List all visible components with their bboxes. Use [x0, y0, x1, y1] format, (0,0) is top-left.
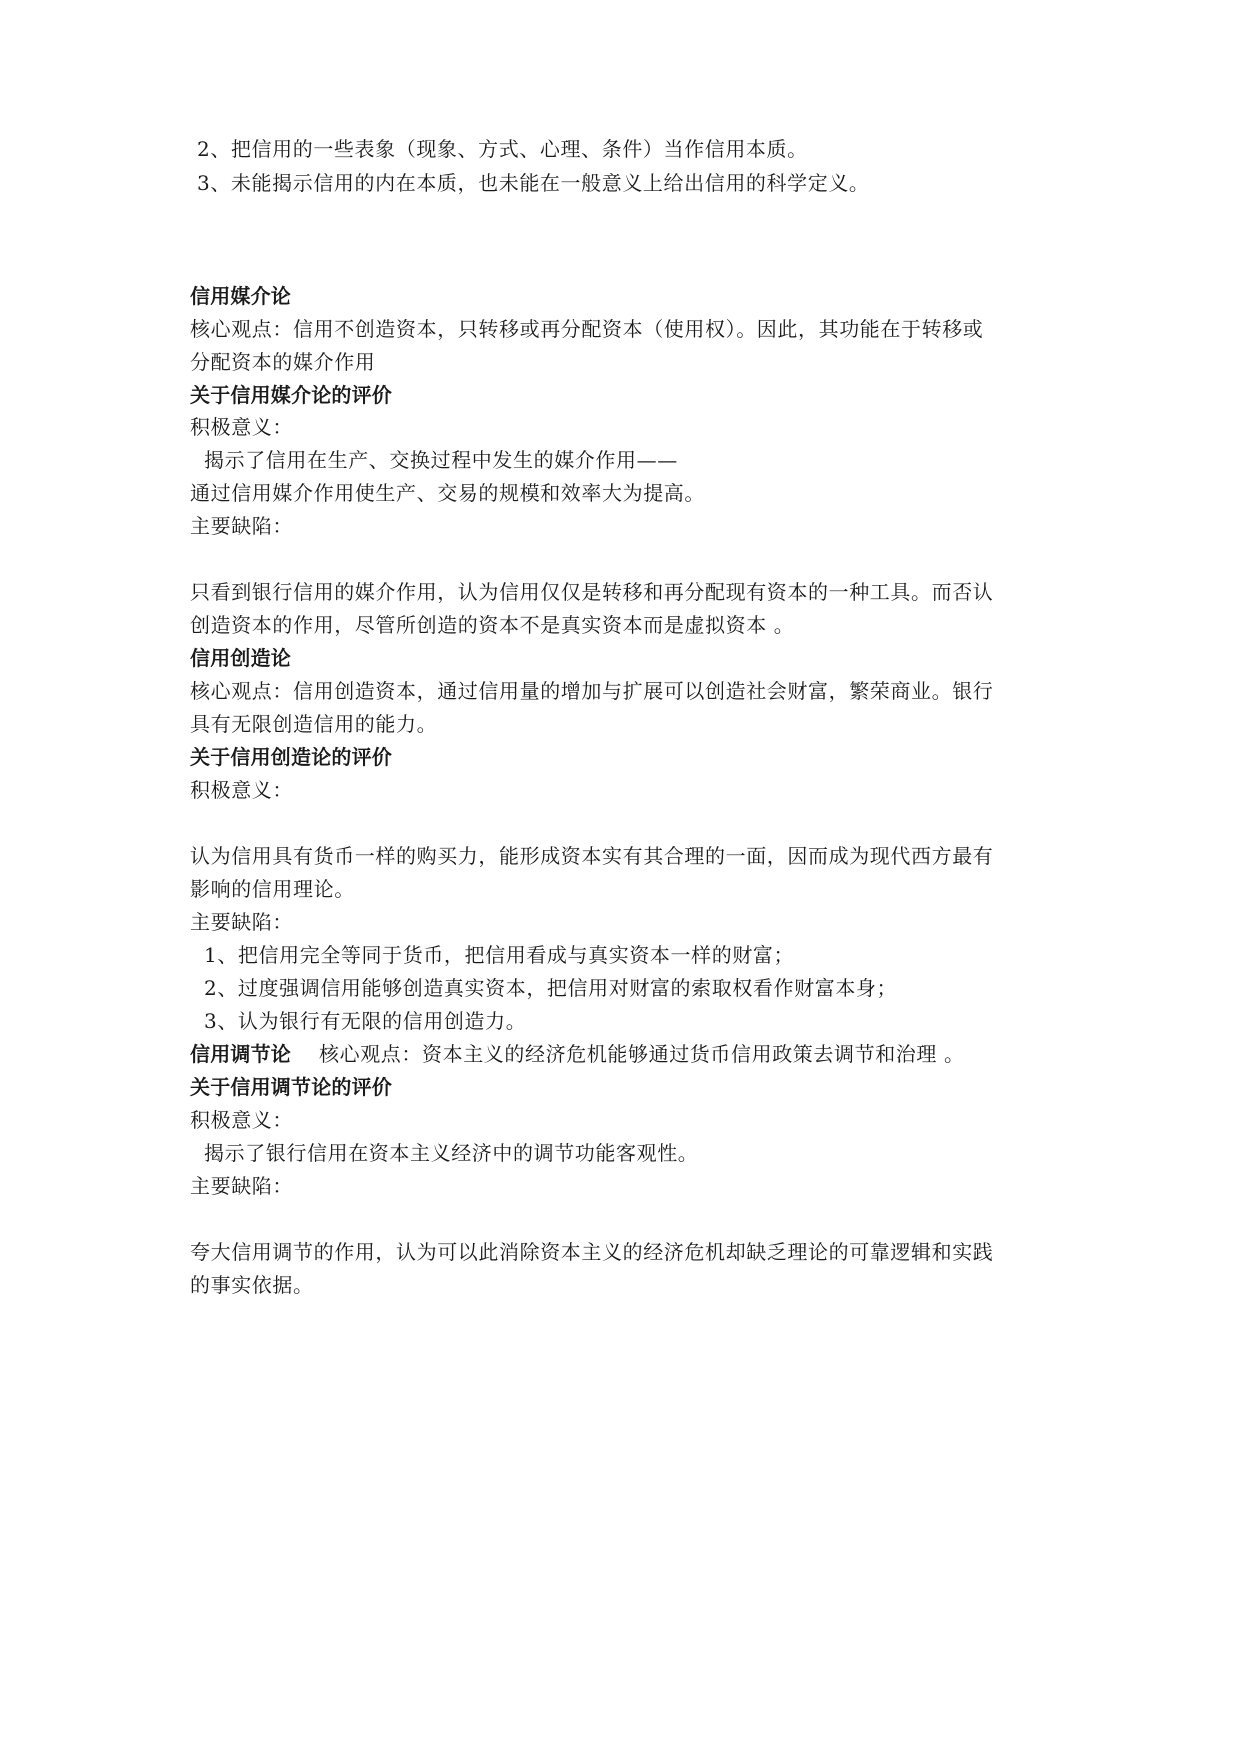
paragraph-defects-continued: 创造资本的作用，尽管所创造的资本不是真实资本而是虚拟资本 。 — [190, 613, 795, 637]
paragraph-positive: 揭示了银行信用在资本主义经济中的调节功能客观性。 — [204, 1141, 699, 1165]
paragraph-positive-continued: 影响的信用理论。 — [190, 877, 355, 901]
section-heading-regulation-theory: 信用调节论 — [190, 1042, 291, 1066]
paragraph-core-view-continued: 分配资本的媒介作用 — [190, 350, 376, 374]
list-item-2: 2、把信用的一些表象（现象、方式、心理、条件）当作信用本质。 — [197, 137, 808, 161]
paragraph-core-view: 核心观点：资本主义的经济危机能够通过货币信用政策去调节和治理 。 — [319, 1042, 965, 1066]
subheading-regulation-theory-evaluation: 关于信用调节论的评价 — [190, 1075, 392, 1099]
paragraph-defects: 夸大信用调节的作用，认为可以此消除资本主义的经济危机却缺乏理论的可靠逻辑和实践 — [190, 1240, 994, 1264]
label-main-defects: 主要缺陷： — [190, 910, 293, 934]
paragraph-defects: 只看到银行信用的媒介作用，认为信用仅仅是转移和再分配现有资本的一种工具。而否认 — [190, 580, 994, 604]
section-heading-regulation-theory-line — [190, 1038, 965, 1070]
paragraph-core-view-continued: 具有无限创造信用的能力。 — [190, 712, 438, 736]
paragraph-core-view: 核心观点：信用创造资本，通过信用量的增加与扩展可以创造社会财富，繁荣商业。银行 — [190, 679, 994, 703]
paragraph-defects-continued: 的事实依据。 — [190, 1273, 314, 1297]
section-heading-creation-theory: 信用创造论 — [190, 646, 291, 670]
paragraph-positive: 揭示了信用在生产、交换过程中发生的媒介作用—— — [204, 448, 678, 472]
label-main-defects: 主要缺陷： — [190, 514, 293, 538]
list-item-1: 1、把信用完全等同于货币，把信用看成与真实资本一样的财富； — [204, 943, 795, 967]
list-item-2: 2、过度强调信用能够创造真实资本，把信用对财富的索取权看作财富本身； — [204, 976, 898, 1000]
section-heading-medium-theory: 信用媒介论 — [190, 284, 291, 308]
paragraph-positive: 认为信用具有货币一样的购买力，能形成资本实有其合理的一面，因而成为现代西方最有 — [190, 844, 994, 868]
label-positive-significance: 积极意义： — [190, 415, 293, 439]
subheading-creation-theory-evaluation: 关于信用创造论的评价 — [190, 745, 392, 769]
paragraph-positive-continued: 通过信用媒介作用使生产、交易的规模和效率大为提高。 — [190, 481, 705, 505]
label-positive-significance: 积极意义： — [190, 1108, 293, 1132]
list-item-3: 3、认为银行有无限的信用创造力。 — [204, 1009, 527, 1033]
label-main-defects: 主要缺陷： — [190, 1174, 293, 1198]
list-item-3: 3、未能揭示信用的内在本质，也未能在一般意义上给出信用的科学定义。 — [197, 171, 870, 195]
paragraph-core-view: 核心观点：信用不创造资本，只转移或再分配资本（使用权）。因此，其功能在于转移或 — [190, 317, 984, 341]
subheading-medium-theory-evaluation: 关于信用媒介论的评价 — [190, 383, 392, 407]
label-positive-significance: 积极意义： — [190, 778, 293, 802]
